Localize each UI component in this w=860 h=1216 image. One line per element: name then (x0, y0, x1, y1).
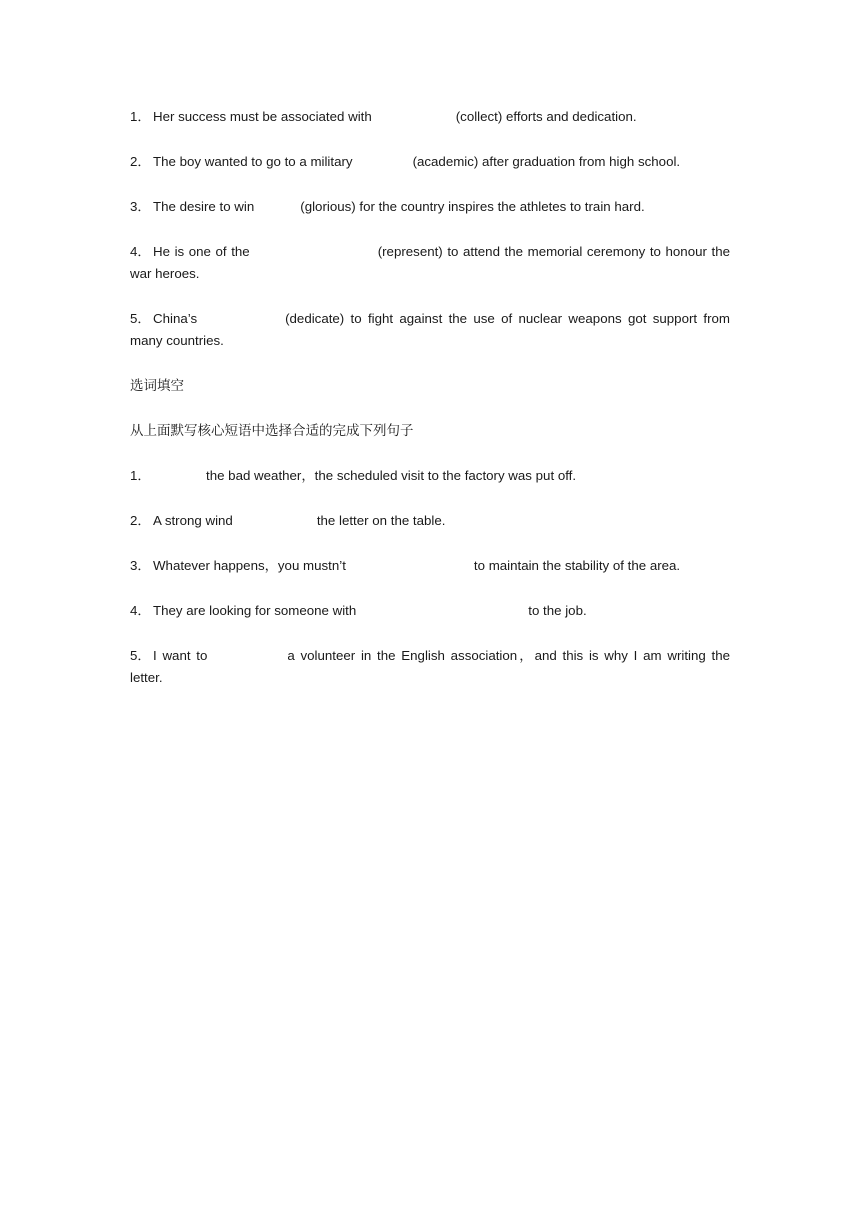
section-instruction: 从上面默写核心短语中选择合适的完成下列句子 (130, 423, 414, 439)
item-number: 1． (130, 109, 151, 124)
item-number: 2． (130, 154, 151, 169)
section-title: 选词填空 (130, 378, 184, 394)
item-text-before: Her success must be associated with (153, 109, 372, 124)
item-text-after: to maintain the stability of the area. (473, 558, 681, 573)
fill-item-3 (130, 555, 730, 577)
fill-item-1 (130, 465, 730, 487)
item-text-before: He is one of the (153, 244, 250, 259)
fill-item-5 (130, 645, 730, 689)
item-text-before: I want to (153, 648, 208, 663)
item-number: 4． (130, 244, 151, 259)
item-text-before: The desire to win (153, 199, 255, 214)
item-text-before: A strong wind (153, 513, 233, 528)
item-text-before: They are looking for someone with (153, 603, 357, 618)
item-number: 3． (130, 558, 151, 573)
item-number: 4． (130, 603, 151, 618)
item-text-after: (glorious) for the country inspires the athletes to train hard. (300, 199, 645, 214)
item-text-after: to the job. (528, 603, 587, 618)
item-text-after: (collect) efforts and dedication. (455, 109, 637, 124)
item-text-before: China’s (153, 311, 198, 326)
exercise-item-3 (130, 196, 730, 218)
item-text-after: (academic) after graduation from high school. (412, 154, 681, 169)
item-text-after: (dedicate) to fight against the use of nuclear weapons got support from many countries. (130, 311, 730, 348)
item-number: 1． (130, 468, 151, 483)
item-number: 5． (130, 648, 151, 663)
item-number: 3． (130, 199, 151, 214)
item-number: 2． (130, 513, 151, 528)
fill-item-2 (130, 510, 730, 532)
exercise-item-1 (130, 106, 730, 128)
item-text-after: (represent) to attend the memorial ceremony to honour the war heroes. (130, 244, 730, 281)
item-text-after: the letter on the table. (316, 513, 446, 528)
exercise-item-4 (130, 241, 730, 285)
exercise-item-5 (130, 308, 730, 352)
item-text-after: a volunteer in the English association，and this is why I am writing the letter. (130, 648, 730, 685)
exercise-item-2 (130, 151, 730, 173)
item-text-before: The boy wanted to go to a military (153, 154, 353, 169)
item-text-after: the bad weather，the scheduled visit to the factory was put off. (206, 468, 577, 483)
item-number: 5． (130, 311, 151, 326)
worksheet-page (130, 106, 730, 712)
fill-item-4 (130, 600, 730, 622)
item-text-before: Whatever happens，you mustn’t (153, 558, 346, 573)
